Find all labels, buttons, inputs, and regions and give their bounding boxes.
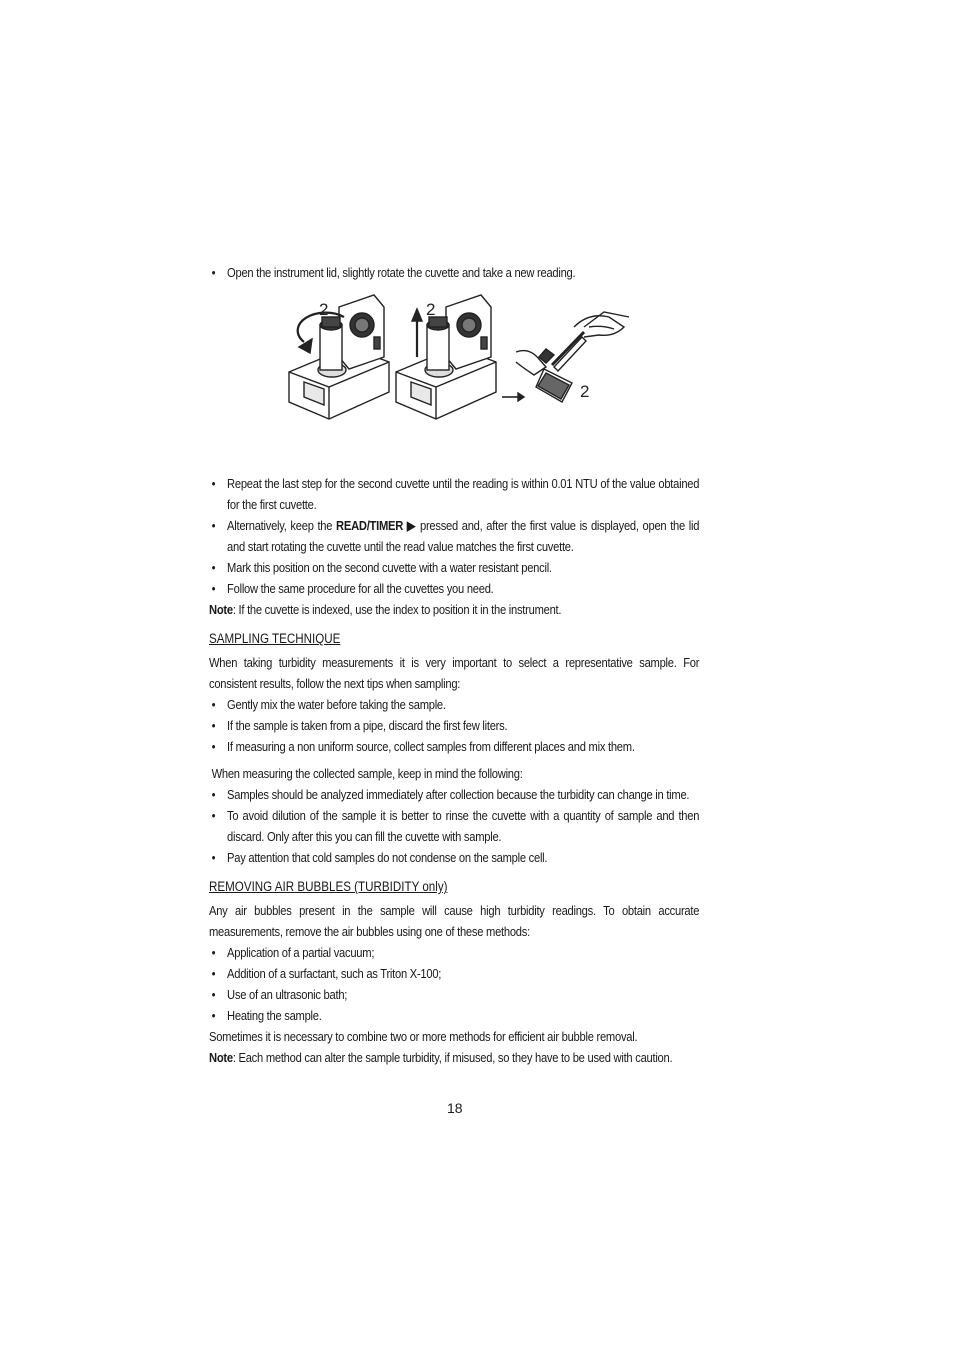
sampling-tip: • If measuring a non uniform source, collect samples from different places and mix them.: [209, 736, 699, 757]
sampling-heading: SAMPLING TECHNIQUE: [209, 631, 341, 646]
step-label-3: 2: [580, 382, 590, 401]
alternative-bullet: [209, 515, 699, 557]
note-label: Note: [209, 1050, 233, 1065]
note-text: : Each method can alter the sample turbidity, if misused, so they have to be used with caution.: [232, 1050, 673, 1065]
measuring-tip: • To avoid dilution of the sample it is better to rinse the cuvette with a quantity of sample and then discard. Only after this you can fill the cuvette with sample.: [209, 805, 699, 847]
bubbles-heading: REMOVING AIR BUBBLES (TURBIDITY only): [209, 879, 448, 894]
read-timer-key: READ/TIMER ▶: [336, 518, 417, 533]
sampling-tip: • Gently mix the water before taking the sample.: [209, 694, 699, 715]
step-label-1: 2: [319, 300, 329, 319]
bubble-method: • Addition of a surfactant, such as Triton X-100;: [209, 963, 699, 984]
page-number: 18: [447, 1100, 463, 1116]
bubble-method: • Application of a partial vacuum;: [209, 942, 699, 963]
bubble-method: • Heating the sample.: [209, 1005, 699, 1026]
bubble-method: • Use of an ultrasonic bath;: [209, 984, 699, 1005]
note-text: : If the cuvette is indexed, use the index to position it in the instrument.: [232, 602, 562, 617]
sampling-intro: When taking turbidity measurements it is very important to select a representative sample. For consistent results, follow the next tips when sampling:: [209, 655, 700, 691]
mark-bullet: • Mark this position on the second cuvette with a water resistant pencil.: [209, 557, 699, 578]
note-label: Note: [209, 602, 233, 617]
sampling-tip: • If the sample is taken from a pipe, discard the first few liters.: [209, 715, 699, 736]
instruction-figure: [209, 283, 699, 473]
page-content: [209, 262, 699, 1068]
alt-text-after: pressed and, after the first value is displayed, open the lid and start rotating the cuvette until the read value matches the first cuvette.: [227, 518, 700, 554]
step-label-2: 2: [426, 300, 436, 319]
alt-text-before: Alternatively, keep the: [227, 518, 337, 533]
intro-bullet: • Open the instrument lid, slightly rotate the cuvette and take a new reading.: [209, 262, 699, 283]
measuring-intro: When measuring the collected sample, keep in mind the following:: [211, 766, 523, 781]
repeat-bullet: • Repeat the last step for the second cuvette until the reading is within 0.01 NTU of the value obtained for the first cuvette.: [209, 473, 699, 515]
measuring-tip: • Pay attention that cold samples do not condense on the sample cell.: [209, 847, 699, 868]
bubbles-intro: Any air bubbles present in the sample will cause high turbidity readings. To obtain accurate measurements, remove the air bubbles using one of these methods:: [209, 903, 700, 939]
cuvette-rotation-illustration: [284, 287, 644, 427]
combine-text: Sometimes it is necessary to combine two or more methods for efficient air bubble removal.: [209, 1029, 638, 1044]
note-caution: [209, 1047, 699, 1068]
note-index: [209, 599, 699, 620]
measuring-tip: • Samples should be analyzed immediately after collection because the turbidity can change in time.: [209, 784, 699, 805]
follow-bullet: • Follow the same procedure for all the cuvettes you need.: [209, 578, 699, 599]
